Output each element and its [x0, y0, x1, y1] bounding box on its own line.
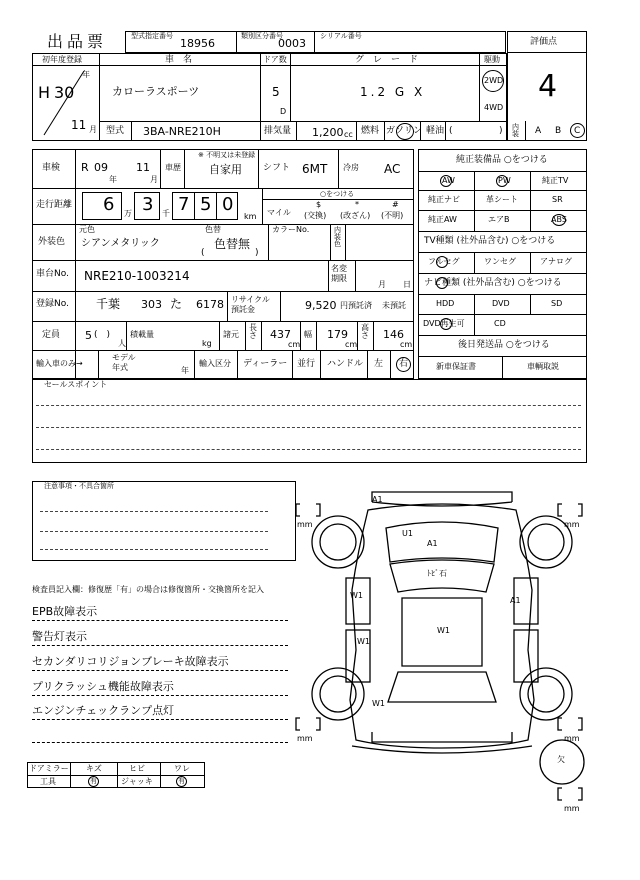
- fuel-label: 燃料: [361, 126, 380, 136]
- door-type: D: [280, 107, 287, 116]
- grade-label: グ レ ー ド: [355, 55, 419, 65]
- dims-label: 諸元: [223, 330, 239, 339]
- interior-label: 内装: [512, 123, 519, 138]
- model-year-unit: 年: [181, 366, 189, 375]
- car-name-value: カローラスポーツ: [112, 85, 200, 98]
- name-change-month-unit: 月: [378, 280, 386, 289]
- mileage-digit-4: 5: [200, 194, 212, 215]
- shaken-label: 車検: [42, 163, 61, 173]
- paint-change-label: 色替: [205, 225, 221, 234]
- equip-airbag: エアB: [488, 215, 510, 224]
- paint-open: (: [201, 248, 205, 258]
- capacity-people: 5: [85, 329, 92, 342]
- paint-close: ): [255, 248, 259, 258]
- mileage-digit-5: 0: [222, 194, 234, 215]
- handle-label: ハンドル: [327, 359, 364, 369]
- shaken-month: 11: [136, 161, 150, 174]
- note-item-2: 警告灯表示: [32, 630, 87, 643]
- recycle-label: リサイクル預託金: [231, 295, 270, 315]
- name-change-label: 名変期限: [331, 264, 347, 284]
- mileage-opt-unknown-sym: #: [392, 200, 399, 209]
- handle-right: 右: [399, 359, 409, 369]
- diag-label-front-bumper: A1: [372, 495, 383, 504]
- acc-jack-value: 有: [178, 777, 185, 785]
- mileage-digit-2: 3: [142, 194, 154, 215]
- diag-label-left-front: W1: [350, 591, 363, 600]
- doc-warranty: 新車保証書: [436, 362, 476, 371]
- diag-label-left-rear: W1: [357, 637, 370, 646]
- load-label: 積載量: [130, 330, 154, 339]
- registration-kana: た: [170, 297, 183, 311]
- equip-genuine-aw: 純正AW: [428, 215, 457, 224]
- notes-label: 注意事項・不具合箇所: [44, 482, 114, 490]
- model-year-label: モデル年式: [112, 353, 136, 373]
- equip-aw: AW: [442, 176, 455, 185]
- sales-point-label: セールスポイント: [44, 380, 108, 389]
- recycle-unpaid: 未預託: [382, 301, 406, 310]
- tv-one: ワンセグ: [484, 257, 516, 266]
- capacity-label: 定員: [42, 330, 61, 340]
- first-reg-month-unit: 月: [89, 125, 97, 134]
- registration-label: 登録No.: [36, 299, 69, 309]
- height-value: 146: [383, 328, 404, 341]
- interior-color-label: 内装色: [334, 226, 341, 248]
- mileage-opt-exchange-sym: $: [316, 200, 322, 209]
- equipment-header: 純正装備品 ○をつける: [456, 155, 548, 165]
- displacement-unit: cc: [344, 130, 353, 139]
- type-no-label: 型式指定番号: [131, 32, 173, 40]
- name-change-day-unit: 日: [403, 280, 411, 289]
- paint-change-value: 色替無: [214, 237, 251, 251]
- registration-region: 千葉: [96, 297, 121, 311]
- tv-full: フルセグ: [428, 257, 460, 266]
- handle-left: 左: [374, 359, 384, 369]
- score-label: 評価点: [530, 37, 558, 47]
- mileage-opt-exchange: (交換): [304, 211, 327, 220]
- import-dealer: ディーラー: [243, 359, 288, 369]
- acc-header-break: ワレ: [174, 764, 190, 773]
- height-label: 高さ: [361, 323, 369, 340]
- diag-label-hood-a1: A1: [427, 539, 438, 548]
- doc-manual: 車輌取説: [527, 362, 559, 371]
- class-no-value: 0003: [278, 37, 306, 50]
- navi-hdd: HDD: [436, 299, 455, 308]
- import-type-label: 輸入区分: [199, 359, 231, 368]
- score-value: 4: [538, 69, 558, 104]
- exterior-color-label: 外装色: [38, 237, 66, 247]
- mileage-opt-tamper: (改ざん): [340, 211, 371, 220]
- navi-sd: SD: [551, 299, 563, 308]
- displacement-label: 排気量: [264, 126, 292, 136]
- vehicle-use-label: 車歴: [165, 163, 181, 172]
- grade-value: 1.2 G X: [360, 85, 426, 99]
- model-label: 型式: [106, 126, 125, 136]
- type-no-value: 18956: [180, 37, 215, 50]
- chassis-value: NRE210-1003214: [84, 269, 190, 283]
- registration-number: 6178: [196, 298, 224, 311]
- equip-tv: 純正TV: [542, 176, 569, 185]
- length-label: 長さ: [249, 323, 257, 340]
- class-no-label: 類別区分番号: [241, 32, 283, 40]
- mileage-opt-tamper-sym: *: [355, 200, 359, 209]
- drive-label: 駆動: [484, 55, 500, 64]
- doors-label: ドア数: [263, 55, 287, 64]
- navi-header: ナビ種類 (社外品含む) ○をつける: [424, 278, 562, 288]
- interior-c: C: [574, 126, 581, 136]
- ac-label: 冷房: [343, 163, 359, 172]
- width-value: 179: [327, 328, 348, 341]
- tv-header: TV種類 (社外品含む) ○をつける: [424, 236, 556, 246]
- shift-label: シフト: [263, 163, 291, 173]
- inspector-note: 検査員記入欄：修復歴「有」の場合は修復箇所・交換箇所を記入: [32, 585, 264, 594]
- recycle-value: 9,520: [305, 299, 337, 312]
- note-item-4: プリクラッシュ機能故障表示: [32, 680, 174, 693]
- drive-4wd: 4WD: [484, 103, 504, 112]
- ac-value: AC: [384, 162, 401, 176]
- mileage-opt-unknown: (不明): [381, 211, 404, 220]
- tire-rl-mm: mm: [297, 734, 313, 743]
- navi-header-circle: [436, 277, 448, 289]
- first-reg-month: 11: [71, 118, 87, 132]
- interior-b: B: [555, 126, 562, 136]
- equip-abs: ABS: [551, 215, 567, 224]
- car-name-label: 車 名: [165, 55, 193, 65]
- note-item-5: エンジンチェックランプ点灯: [32, 704, 175, 717]
- diag-label-hood-u1: U1: [402, 529, 413, 538]
- first-reg-label: 初年度登録: [42, 55, 82, 64]
- acc-header-crack: ヒビ: [129, 764, 145, 773]
- length-value: 437: [270, 328, 291, 341]
- navi-dvd-play: DVD再生可: [423, 319, 465, 328]
- capacity-people-paren: ( ): [94, 330, 111, 340]
- mileage-unit: km: [244, 212, 257, 221]
- width-unit: cm: [345, 340, 358, 349]
- note-item-1: EPB故障表示: [32, 605, 98, 618]
- interior-a: A: [535, 126, 542, 136]
- navi-cd: CD: [494, 319, 506, 328]
- displacement-value: 1,200: [312, 126, 344, 139]
- diag-label-windshield: ﾄﾋﾞ石: [427, 569, 447, 578]
- navi-dvd: DVD: [492, 299, 510, 308]
- mileage-label: 走行距離: [36, 200, 73, 210]
- mileage-digit-3: 7: [178, 194, 190, 215]
- acc-jack-label: ジャッキ: [121, 777, 153, 786]
- mileage-man: 万: [124, 209, 132, 218]
- diag-label-rear: W1: [372, 699, 385, 708]
- mileage-digit-1: 6: [103, 194, 115, 215]
- shaken-year: 09: [94, 161, 108, 174]
- serial-label: シリアル番号: [320, 32, 362, 40]
- doors-value: 5: [272, 85, 280, 99]
- acc-header-mirror: ドアミラー: [29, 764, 69, 773]
- width-label: 幅: [304, 330, 312, 339]
- docs-header: 後日発送品 ○をつける: [458, 340, 550, 350]
- note-item-3: セカンダリコリジョンブレーキ故障表示: [32, 655, 229, 668]
- orig-color-value: シアンメタリック: [81, 238, 160, 249]
- chassis-label: 車台No.: [36, 269, 69, 279]
- first-reg-year-unit: 年: [82, 70, 90, 79]
- drive-2wd: 2WD: [484, 76, 504, 85]
- shaken-month-unit: 月: [150, 175, 158, 184]
- form-title: 出品票: [47, 32, 108, 51]
- acc-tools-label: 工具: [40, 777, 56, 786]
- shift-value: 6MT: [302, 162, 328, 176]
- tv-analog: アナログ: [540, 257, 572, 266]
- equip-pw: PW: [498, 176, 511, 185]
- mileage-opt-mile: マイル: [267, 208, 291, 217]
- shaken-era: R: [81, 161, 89, 174]
- capacity-people-unit: 人: [118, 339, 126, 348]
- height-unit: cm: [400, 340, 413, 349]
- vehicle-use-note: ※ 不明又は未登録: [198, 151, 256, 159]
- length-unit: cm: [288, 340, 301, 349]
- import-label: 輸入車のみ→: [36, 359, 83, 368]
- recycle-unit: 円預託済: [340, 301, 372, 310]
- fuel-diesel: 軽油: [426, 126, 445, 136]
- vehicle-use-value: 自家用: [209, 163, 242, 176]
- import-parallel: 並行: [297, 359, 316, 369]
- load-unit: kg: [202, 339, 212, 348]
- color-no-label: カラーNo.: [272, 225, 310, 234]
- first-reg-era: H: [38, 83, 51, 102]
- acc-tools-value: 有: [90, 777, 97, 785]
- fuel-other-close: ): [499, 126, 503, 136]
- first-reg-year: 30: [54, 83, 75, 102]
- orig-color-label: 元色: [79, 225, 95, 234]
- sales-point-box: [32, 379, 587, 463]
- equip-leather: 革シート: [486, 195, 518, 204]
- fuel-other-open: (: [449, 126, 453, 136]
- registration-class: 303: [141, 298, 162, 311]
- mileage-circle-note: ○をつける: [320, 190, 355, 198]
- fuel-gasoline: ガソリン: [386, 126, 423, 136]
- spare-label: 欠: [557, 755, 565, 764]
- equip-sr: SR: [552, 195, 563, 204]
- tire-rr-mm: mm: [564, 734, 580, 743]
- model-value: 3BA-NRE210H: [143, 125, 221, 138]
- tire-spare-mm: mm: [564, 804, 580, 813]
- equip-navi: 純正ナビ: [428, 195, 460, 204]
- mileage-sen: 千: [162, 209, 170, 218]
- tire-fr-mm: mm: [564, 520, 580, 529]
- diag-label-roof: W1: [437, 626, 450, 635]
- acc-header-scratch: キズ: [86, 764, 102, 773]
- shaken-year-unit: 年: [109, 175, 117, 184]
- tire-fl-mm: mm: [297, 520, 313, 529]
- diag-label-right-front: A1: [510, 596, 521, 605]
